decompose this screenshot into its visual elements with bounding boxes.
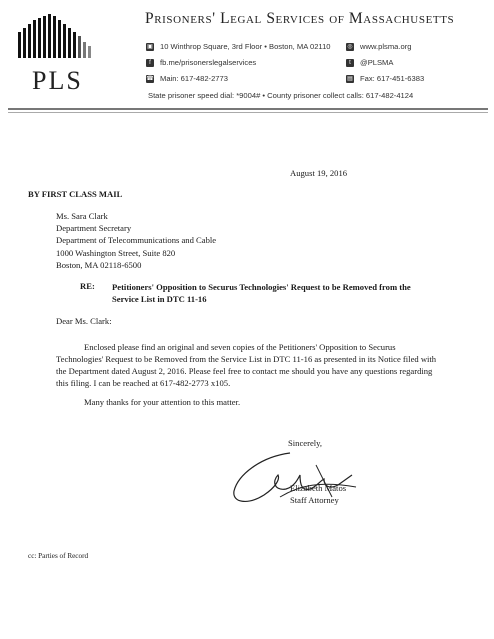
recipient-line: Boston, MA 02118-6500 (56, 259, 142, 270)
phone-row (146, 74, 228, 83)
recipient-line: Department of Telecommunications and Cable (56, 235, 217, 246)
recipient-line: 1000 Washington Street, Suite 820 (56, 247, 176, 258)
salutation: Dear Ms. Clark: (56, 316, 112, 326)
building-icon: ▣ (147, 43, 153, 50)
recipient-line: Ms. Sara Clark (56, 211, 108, 221)
signer-title: Staff Attorney (290, 495, 339, 505)
re-label: RE: (80, 281, 95, 291)
facebook-row (146, 58, 256, 67)
twitter-icon: t (346, 59, 354, 67)
speed-dial-line: State prisoner speed dial: *9004# • County prisoner collect calls: 617-482-4124 (148, 91, 414, 100)
signer-name: Elizabeth Matos (290, 483, 347, 493)
logo-bars-graphic (18, 14, 91, 58)
facebook-icon: f (146, 59, 154, 67)
main-phone: Main: 617-482-2773 (160, 74, 228, 83)
recipient-line: Department Secretary (56, 223, 132, 234)
address-row (146, 42, 331, 51)
phone-icon: ☎ (146, 75, 154, 82)
facebook-link[interactable]: fb.me/prisonerslegalservices (160, 58, 257, 67)
header-divider (8, 108, 488, 110)
signer-block (290, 482, 346, 506)
website-row (346, 42, 411, 51)
delivery-method: BY FIRST CLASS MAIL (28, 189, 123, 199)
fax-row (346, 74, 424, 83)
twitter-handle[interactable]: @PLSMA (360, 58, 394, 67)
pls-logo (18, 8, 126, 98)
fax-icon: ▤ (347, 75, 353, 82)
header-divider-thin (8, 112, 488, 113)
thanks-line: Many thanks for your attention to this matter. (84, 397, 241, 407)
re-subject: Petitioners' Opposition to Securus Technologies' Request to be Removed from the Service List in DTC 11-16 (112, 282, 411, 304)
logo-text: PLS (32, 66, 83, 95)
letter-date: August 19, 2016 (290, 168, 348, 178)
twitter-row (346, 58, 393, 67)
globe-icon: ◎ (347, 43, 353, 50)
fax-number: Fax: 617-451-6383 (360, 74, 425, 83)
website-link[interactable]: www.plsma.org (360, 42, 412, 51)
cc-line: cc: Parties of Record (28, 552, 89, 560)
closing: Sincerely, (288, 438, 323, 448)
recipient-address (56, 210, 216, 271)
body-paragraph: Enclosed please find an original and seven copies of the Petitioners' Opposition to Securus Technologies' Request to be Removed from the Service List in DTC 11-16 as presented in its Notice filed with the Department dated August 2, 2016. Please feel free to contact me should you have any questions regarding this filing. I can be reached at 617-482-2773 x105. (56, 342, 437, 388)
organization-name: Prisoners' Legal Services of Massachusetts (145, 10, 455, 27)
address-text: 10 Winthrop Square, 3rd Floor • Boston, MA 02110 (160, 42, 331, 51)
